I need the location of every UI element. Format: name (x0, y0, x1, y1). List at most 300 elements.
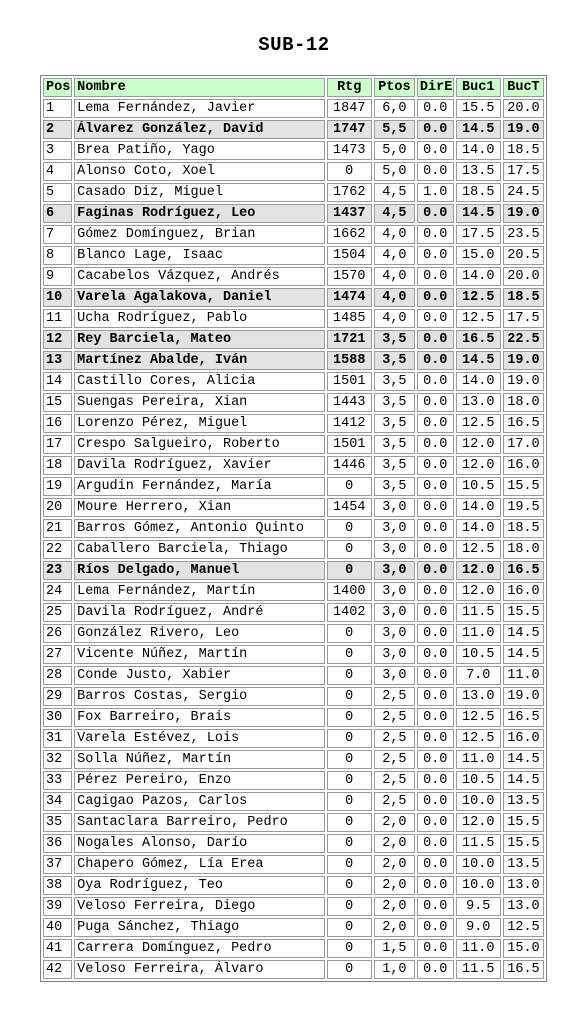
cell-ptos: 3,0 (374, 561, 415, 580)
table-row (43, 918, 544, 937)
cell-name: Solla Núñez, Martín (74, 750, 324, 769)
cell-rtg: 1570 (327, 267, 372, 286)
cell-name: Rey Barciela, Mateo (74, 330, 324, 349)
cell-rtg: 0 (327, 876, 372, 895)
table-row (43, 372, 544, 391)
cell-pos: 30 (43, 708, 72, 727)
cell-dire: 0.0 (417, 687, 454, 706)
cell-dire: 0.0 (417, 225, 454, 244)
cell-dire: 0.0 (417, 855, 454, 874)
cell-pos: 36 (43, 834, 72, 853)
cell-pos: 35 (43, 813, 72, 832)
cell-rtg: 1721 (327, 330, 372, 349)
cell-rtg: 0 (327, 645, 372, 664)
cell-rtg: 1762 (327, 183, 372, 202)
cell-rtg: 0 (327, 687, 372, 706)
cell-name: Álvarez González, David (74, 120, 324, 139)
cell-buc1: 14.5 (456, 351, 501, 370)
table-row (43, 519, 544, 538)
cell-pos: 7 (43, 225, 72, 244)
cell-pos: 19 (43, 477, 72, 496)
cell-ptos: 3,5 (374, 435, 415, 454)
cell-pos: 22 (43, 540, 72, 559)
cell-name: Davila Rodríguez, Xavier (74, 456, 324, 475)
cell-name: Moure Herrero, Xian (74, 498, 324, 517)
cell-buc1: 13.5 (456, 162, 501, 181)
cell-buc1: 14.5 (456, 204, 501, 223)
table-body (43, 99, 544, 979)
cell-buct: 19.0 (503, 687, 544, 706)
cell-buct: 19.0 (503, 372, 544, 391)
cell-buct: 20.0 (503, 267, 544, 286)
table-row (43, 246, 544, 265)
cell-ptos: 3,5 (374, 414, 415, 433)
cell-pos: 23 (43, 561, 72, 580)
cell-buct: 18.0 (503, 540, 544, 559)
cell-dire: 0.0 (417, 897, 454, 916)
cell-rtg: 0 (327, 918, 372, 937)
cell-rtg: 1454 (327, 498, 372, 517)
cell-rtg: 0 (327, 666, 372, 685)
table-row (43, 330, 544, 349)
cell-name: Varela Agalakova, Daniel (74, 288, 324, 307)
cell-ptos: 2,0 (374, 897, 415, 916)
table-row (43, 750, 544, 769)
table-row (43, 351, 544, 370)
cell-buc1: 11.0 (456, 750, 501, 769)
cell-ptos: 3,0 (374, 582, 415, 601)
cell-ptos: 3,0 (374, 498, 415, 517)
cell-buc1: 10.0 (456, 876, 501, 895)
cell-ptos: 4,0 (374, 246, 415, 265)
cell-dire: 0.0 (417, 204, 454, 223)
cell-name: Martínez Abalde, Iván (74, 351, 324, 370)
cell-name: Argudin Fernández, María (74, 477, 324, 496)
cell-name: Blanco Lage, Isaac (74, 246, 324, 265)
table-row (43, 666, 544, 685)
cell-buc1: 12.5 (456, 729, 501, 748)
cell-buc1: 12.0 (456, 813, 501, 832)
cell-dire: 0.0 (417, 288, 454, 307)
cell-buct: 23.5 (503, 225, 544, 244)
cell-buc1: 11.0 (456, 624, 501, 643)
table-row (43, 141, 544, 160)
cell-ptos: 4,0 (374, 267, 415, 286)
cell-name: Davila Rodríguez, André (74, 603, 324, 622)
cell-rtg: 1501 (327, 372, 372, 391)
cell-buct: 16.5 (503, 960, 544, 979)
cell-name: Lema Fernández, Javier (74, 99, 324, 118)
cell-dire: 0.0 (417, 813, 454, 832)
cell-ptos: 3,5 (374, 393, 415, 412)
cell-name: Chapero Gómez, Lía Erea (74, 855, 324, 874)
cell-ptos: 2,5 (374, 771, 415, 790)
cell-pos: 2 (43, 120, 72, 139)
cell-pos: 8 (43, 246, 72, 265)
table-row (43, 561, 544, 580)
cell-rtg: 0 (327, 162, 372, 181)
standings-table (40, 75, 547, 982)
cell-rtg: 1437 (327, 204, 372, 223)
cell-buct: 15.0 (503, 939, 544, 958)
cell-dire: 0.0 (417, 498, 454, 517)
cell-dire: 0.0 (417, 771, 454, 790)
cell-dire: 1.0 (417, 183, 454, 202)
cell-name: Santaclara Barreiro, Pedro (74, 813, 324, 832)
cell-dire: 0.0 (417, 330, 454, 349)
cell-rtg: 0 (327, 750, 372, 769)
cell-buc1: 11.5 (456, 834, 501, 853)
cell-pos: 14 (43, 372, 72, 391)
cell-name: Lema Fernández, Martín (74, 582, 324, 601)
cell-rtg: 0 (327, 708, 372, 727)
cell-buct: 20.0 (503, 99, 544, 118)
cell-rtg: 0 (327, 960, 372, 979)
cell-ptos: 5,5 (374, 120, 415, 139)
table-row (43, 771, 544, 790)
cell-buc1: 10.5 (456, 477, 501, 496)
table-row (43, 267, 544, 286)
cell-ptos: 2,0 (374, 876, 415, 895)
cell-buct: 16.0 (503, 456, 544, 475)
cell-buc1: 15.5 (456, 99, 501, 118)
cell-buc1: 7.0 (456, 666, 501, 685)
cell-ptos: 2,0 (374, 813, 415, 832)
cell-rtg: 1412 (327, 414, 372, 433)
cell-pos: 32 (43, 750, 72, 769)
cell-buct: 13.0 (503, 897, 544, 916)
cell-pos: 31 (43, 729, 72, 748)
cell-pos: 40 (43, 918, 72, 937)
cell-name: González Rivero, Leo (74, 624, 324, 643)
cell-buc1: 12.0 (456, 456, 501, 475)
cell-buct: 16.5 (503, 708, 544, 727)
cell-ptos: 6,0 (374, 99, 415, 118)
cell-ptos: 2,5 (374, 750, 415, 769)
cell-dire: 0.0 (417, 267, 454, 286)
cell-name: Fox Barreiro, Brais (74, 708, 324, 727)
table-row (43, 645, 544, 664)
cell-buct: 14.5 (503, 771, 544, 790)
table-header-row (43, 78, 544, 97)
cell-ptos: 3,5 (374, 330, 415, 349)
cell-dire: 0.0 (417, 834, 454, 853)
cell-name: Suengas Pereira, Xian (74, 393, 324, 412)
table-row (43, 225, 544, 244)
cell-name: Vicente Núñez, Martín (74, 645, 324, 664)
cell-buct: 13.5 (503, 855, 544, 874)
cell-name: Veloso Ferreira, Álvaro (74, 960, 324, 979)
cell-dire: 0.0 (417, 624, 454, 643)
cell-rtg: 1501 (327, 435, 372, 454)
cell-buct: 14.5 (503, 750, 544, 769)
cell-ptos: 5,0 (374, 141, 415, 160)
cell-name: Lorenzo Pérez, Miguel (74, 414, 324, 433)
cell-buct: 17.5 (503, 309, 544, 328)
cell-dire: 0.0 (417, 414, 454, 433)
table-row (43, 204, 544, 223)
table-row (43, 897, 544, 916)
cell-buc1: 9.0 (456, 918, 501, 937)
table-row (43, 540, 544, 559)
cell-buct: 16.5 (503, 414, 544, 433)
cell-ptos: 3,5 (374, 456, 415, 475)
table-row (43, 939, 544, 958)
cell-dire: 0.0 (417, 456, 454, 475)
table-row (43, 120, 544, 139)
cell-name: Conde Justo, Xabier (74, 666, 324, 685)
cell-buc1: 10.5 (456, 645, 501, 664)
cell-buc1: 10.0 (456, 855, 501, 874)
cell-buc1: 12.5 (456, 309, 501, 328)
cell-buct: 22.5 (503, 330, 544, 349)
cell-buct: 17.0 (503, 435, 544, 454)
header-rtg: Rtg (327, 78, 372, 97)
cell-ptos: 4,0 (374, 288, 415, 307)
cell-dire: 0.0 (417, 99, 454, 118)
cell-buc1: 14.0 (456, 141, 501, 160)
cell-rtg: 1473 (327, 141, 372, 160)
cell-rtg: 1402 (327, 603, 372, 622)
cell-dire: 0.0 (417, 120, 454, 139)
cell-dire: 0.0 (417, 603, 454, 622)
cell-ptos: 4,0 (374, 225, 415, 244)
cell-name: Casado Diz, Miguel (74, 183, 324, 202)
table-row (43, 834, 544, 853)
cell-buc1: 18.5 (456, 183, 501, 202)
cell-dire: 0.0 (417, 351, 454, 370)
page-title: SUB-12 (258, 34, 330, 56)
cell-name: Ríos Delgado, Manuel (74, 561, 324, 580)
cell-rtg: 1847 (327, 99, 372, 118)
cell-ptos: 3,5 (374, 351, 415, 370)
cell-dire: 0.0 (417, 960, 454, 979)
cell-dire: 0.0 (417, 918, 454, 937)
cell-buct: 18.5 (503, 519, 544, 538)
cell-buc1: 14.0 (456, 267, 501, 286)
cell-buc1: 12.5 (456, 540, 501, 559)
table-row (43, 729, 544, 748)
table-row (43, 309, 544, 328)
cell-buc1: 12.0 (456, 435, 501, 454)
table-row (43, 498, 544, 517)
cell-name: Gómez Domínguez, Brian (74, 225, 324, 244)
table-row (43, 708, 544, 727)
cell-dire: 0.0 (417, 309, 454, 328)
cell-dire: 0.0 (417, 477, 454, 496)
cell-pos: 5 (43, 183, 72, 202)
cell-pos: 20 (43, 498, 72, 517)
cell-dire: 0.0 (417, 519, 454, 538)
cell-buct: 19.0 (503, 120, 544, 139)
cell-name: Faginas Rodríguez, Leo (74, 204, 324, 223)
cell-buc1: 14.5 (456, 120, 501, 139)
cell-pos: 12 (43, 330, 72, 349)
cell-pos: 17 (43, 435, 72, 454)
header-pos: Pos (43, 78, 72, 97)
cell-rtg: 1446 (327, 456, 372, 475)
cell-buct: 15.5 (503, 603, 544, 622)
cell-buc1: 14.0 (456, 372, 501, 391)
cell-pos: 3 (43, 141, 72, 160)
header-buct: BucT (503, 78, 544, 97)
cell-pos: 4 (43, 162, 72, 181)
cell-ptos: 3,0 (374, 519, 415, 538)
cell-rtg: 1747 (327, 120, 372, 139)
table-row (43, 582, 544, 601)
cell-buc1: 13.0 (456, 393, 501, 412)
cell-ptos: 3,0 (374, 624, 415, 643)
cell-buct: 18.5 (503, 288, 544, 307)
cell-buc1: 14.0 (456, 519, 501, 538)
cell-rtg: 1588 (327, 351, 372, 370)
cell-rtg: 0 (327, 561, 372, 580)
cell-buct: 20.5 (503, 246, 544, 265)
cell-rtg: 1485 (327, 309, 372, 328)
cell-ptos: 4,0 (374, 309, 415, 328)
cell-buc1: 17.5 (456, 225, 501, 244)
table-row (43, 477, 544, 496)
cell-ptos: 2,5 (374, 708, 415, 727)
cell-pos: 18 (43, 456, 72, 475)
cell-rtg: 1443 (327, 393, 372, 412)
cell-dire: 0.0 (417, 435, 454, 454)
cell-pos: 27 (43, 645, 72, 664)
cell-buct: 15.5 (503, 477, 544, 496)
cell-rtg: 0 (327, 897, 372, 916)
cell-dire: 0.0 (417, 141, 454, 160)
cell-name: Barros Gómez, Antonio Quinto (74, 519, 324, 538)
cell-dire: 0.0 (417, 729, 454, 748)
header-nombre: Nombre (74, 78, 324, 97)
cell-pos: 33 (43, 771, 72, 790)
cell-pos: 26 (43, 624, 72, 643)
cell-name: Puga Sánchez, Thiago (74, 918, 324, 937)
cell-name: Cacabelos Vázquez, Andrés (74, 267, 324, 286)
cell-buct: 13.5 (503, 792, 544, 811)
cell-pos: 11 (43, 309, 72, 328)
cell-buct: 13.0 (503, 876, 544, 895)
cell-rtg: 1400 (327, 582, 372, 601)
cell-name: Veloso Ferreira, Diego (74, 897, 324, 916)
cell-buct: 11.0 (503, 666, 544, 685)
cell-dire: 0.0 (417, 939, 454, 958)
cell-ptos: 4,5 (374, 204, 415, 223)
cell-pos: 9 (43, 267, 72, 286)
cell-name: Carrera Domínguez, Pedro (74, 939, 324, 958)
cell-ptos: 4,5 (374, 183, 415, 202)
table-row (43, 855, 544, 874)
cell-pos: 24 (43, 582, 72, 601)
cell-dire: 0.0 (417, 162, 454, 181)
cell-buct: 18.0 (503, 393, 544, 412)
table-row (43, 414, 544, 433)
cell-name: Nogales Alonso, Darío (74, 834, 324, 853)
cell-rtg: 0 (327, 939, 372, 958)
cell-buc1: 12.0 (456, 561, 501, 580)
cell-buc1: 13.0 (456, 687, 501, 706)
table-row (43, 876, 544, 895)
cell-ptos: 2,0 (374, 855, 415, 874)
cell-dire: 0.0 (417, 582, 454, 601)
cell-rtg: 0 (327, 729, 372, 748)
table-row (43, 792, 544, 811)
cell-ptos: 2,0 (374, 918, 415, 937)
cell-pos: 29 (43, 687, 72, 706)
cell-pos: 41 (43, 939, 72, 958)
cell-ptos: 3,0 (374, 645, 415, 664)
cell-ptos: 2,5 (374, 687, 415, 706)
cell-dire: 0.0 (417, 372, 454, 391)
cell-dire: 0.0 (417, 393, 454, 412)
cell-rtg: 1662 (327, 225, 372, 244)
cell-name: Castillo Cores, Alicia (74, 372, 324, 391)
cell-buct: 19.0 (503, 351, 544, 370)
header-ptos: Ptos (374, 78, 415, 97)
cell-rtg: 1474 (327, 288, 372, 307)
cell-pos: 34 (43, 792, 72, 811)
table-row (43, 183, 544, 202)
cell-buc1: 11.5 (456, 960, 501, 979)
cell-ptos: 2,5 (374, 729, 415, 748)
table-row (43, 393, 544, 412)
cell-rtg: 0 (327, 477, 372, 496)
cell-ptos: 5,0 (374, 162, 415, 181)
cell-dire: 0.0 (417, 645, 454, 664)
cell-dire: 0.0 (417, 666, 454, 685)
cell-name: Caballero Barciela, Thiago (74, 540, 324, 559)
cell-ptos: 1,0 (374, 960, 415, 979)
cell-dire: 0.0 (417, 792, 454, 811)
cell-buct: 15.5 (503, 813, 544, 832)
cell-ptos: 3,0 (374, 603, 415, 622)
cell-rtg: 0 (327, 855, 372, 874)
cell-name: Varela Estévez, Lois (74, 729, 324, 748)
cell-ptos: 3,5 (374, 477, 415, 496)
cell-buct: 16.0 (503, 729, 544, 748)
cell-buct: 15.5 (503, 834, 544, 853)
cell-buc1: 11.0 (456, 939, 501, 958)
cell-rtg: 1504 (327, 246, 372, 265)
cell-name: Brea Patiño, Yago (74, 141, 324, 160)
cell-buc1: 11.5 (456, 603, 501, 622)
table-row (43, 960, 544, 979)
cell-rtg: 0 (327, 834, 372, 853)
cell-buct: 14.5 (503, 624, 544, 643)
cell-name: Barros Costas, Sergio (74, 687, 324, 706)
cell-buc1: 12.5 (456, 288, 501, 307)
cell-dire: 0.0 (417, 561, 454, 580)
cell-pos: 38 (43, 876, 72, 895)
cell-pos: 15 (43, 393, 72, 412)
table-row (43, 435, 544, 454)
cell-name: Ucha Rodríguez, Pablo (74, 309, 324, 328)
cell-buct: 19.0 (503, 204, 544, 223)
cell-pos: 37 (43, 855, 72, 874)
cell-ptos: 2,5 (374, 792, 415, 811)
cell-buc1: 15.0 (456, 246, 501, 265)
cell-name: Pérez Pereiro, Enzo (74, 771, 324, 790)
cell-pos: 39 (43, 897, 72, 916)
cell-dire: 0.0 (417, 540, 454, 559)
cell-ptos: 3,0 (374, 540, 415, 559)
cell-buct: 16.0 (503, 582, 544, 601)
cell-pos: 25 (43, 603, 72, 622)
cell-buc1: 12.0 (456, 582, 501, 601)
cell-dire: 0.0 (417, 246, 454, 265)
cell-buc1: 12.5 (456, 708, 501, 727)
cell-buct: 18.5 (503, 141, 544, 160)
